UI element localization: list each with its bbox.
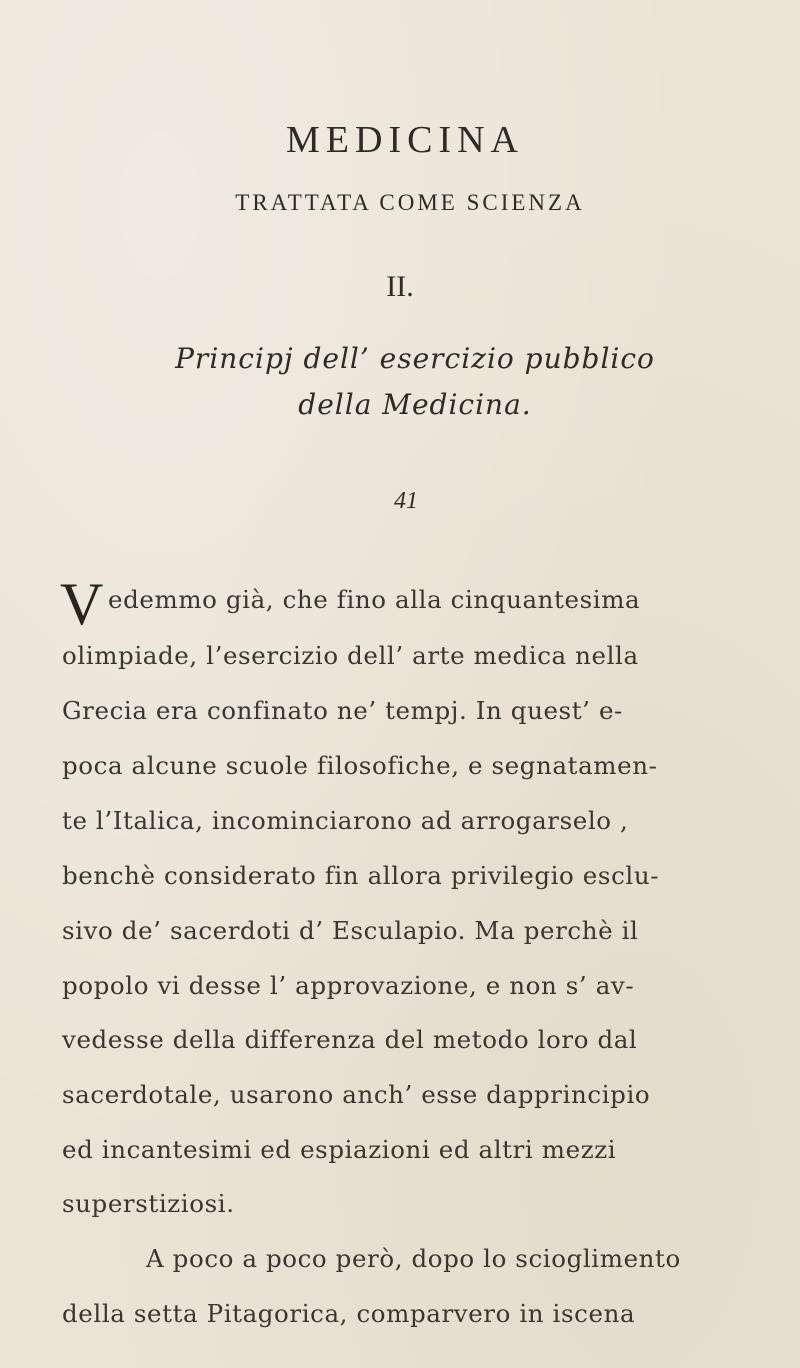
section-heading-line-2: della Medicina. xyxy=(298,388,532,421)
text-line: ed incantesimi ed espiazioni ed altri mezzi xyxy=(62,1135,617,1164)
text-line: superstiziosi. xyxy=(62,1189,235,1218)
section-number: 41 xyxy=(394,488,418,514)
chapter-number: II. xyxy=(386,270,414,303)
drop-cap: V xyxy=(60,571,104,637)
text-line: Grecia era confinato ne’ tempj. In quest’ e- xyxy=(62,696,623,725)
text-line: della setta Pitagorica, comparvero in iscena xyxy=(62,1299,636,1328)
text-line: popolo vi desse l’ approvazione, e non s’ av- xyxy=(62,971,635,1000)
text-line: poca alcune scuole filosofiche, e segnatamen- xyxy=(62,751,658,780)
page-title: MEDICINA xyxy=(286,119,524,161)
text-line: te l’Italica, incominciarono ad arrogarselo , xyxy=(62,806,629,835)
text-line: edemmo già, che fino alla cinquantesima xyxy=(108,585,641,614)
text-line: vedesse della differenza del metodo loro dal xyxy=(62,1025,638,1054)
text-line: sivo de’ sacerdoti d’ Esculapio. Ma perchè il xyxy=(62,916,639,945)
section-heading-line-1: Principj dell’ esercizio pubblico xyxy=(175,342,655,375)
page-subtitle: TRATTATA COME SCIENZA xyxy=(235,190,585,215)
text-line: sacerdotale, usarono anch’ esse dapprincipio xyxy=(62,1080,651,1109)
text-line: A poco a poco però, dopo lo scioglimento xyxy=(146,1244,681,1273)
text-line: benchè considerato fin allora privilegio esclu- xyxy=(62,861,660,890)
body-text xyxy=(62,0,742,1368)
text-line: olimpiade, l’esercizio dell’ arte medica nella xyxy=(62,641,639,670)
